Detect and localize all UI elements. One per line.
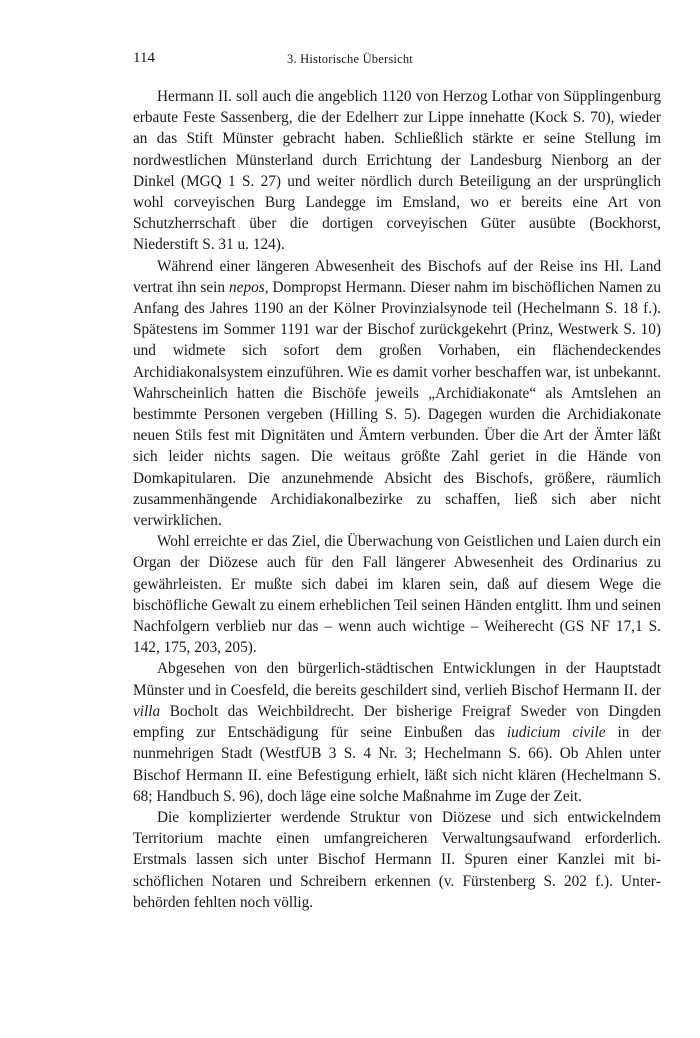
- running-header: 3. Historische Übersicht: [287, 52, 413, 66]
- italic-term: iudicium civile: [506, 724, 606, 742]
- text-run: in der nunmehrigen Stadt (WestfUB 3 S. 4 Nr. 3; Hechelmann S. 66). Ob Ahlen unter Bischof Hermann II. eine Befestigung erhielt, läßt sich nicht klären (Hechelmann S. 68; Handbuch S. 96), doch läge eine solche Maßnahme im Zuge der Zeit.: [133, 724, 661, 805]
- italic-term: nepos,: [229, 278, 269, 296]
- paragraph: [133, 658, 661, 806]
- body-text: [133, 86, 661, 913]
- paragraph: [133, 807, 661, 913]
- italic-term: villa: [133, 702, 161, 720]
- text-run: Dompropst Hermann. Dieser nahm im bischöflichen Namen zu Anfang des Jahres 1190 an der Kölner Provinzialsynode teil (Hechelmann S. 18 f.). Spätestens im Sommer 1191 war der Bischof zurückgekehrt (Prinz, Westwerk S. 10) und widmete sich sofort dem großen Vorhaben, ein flächendeckendes Archidiakonalsystem einzuführen. Wie es damit vorher beschaffen war, ist unbekannt. Wahrscheinlich hatten die Bischöfe jeweils „Archidiakonate“ als Amtslehen an bestimmte Personen vergeben (Hilling S. 5). Dagegen wurden die Archidiakonate neuen Stils fest mit Dignitäten und Ämtern verbunden. Über die Art der Ämter läßt sich leider nichts sagen. Die weitaus größte Zahl geriet in die Hände von Domkapitularen. Die anzunehmende Absicht des Bischofs, größere, räumlich zusammenhängende Archidiakonalbezirke zu schaffen, ließ sich aber nicht verwirklichen.: [133, 278, 661, 530]
- paragraph: [133, 256, 661, 532]
- page-number: 114: [133, 50, 155, 66]
- text-run: Die komplizierter werdende Struktur von Diözese und sich entwickelndem Territorium machte einen umfangreicheren Verwaltungsaufwand erforderlich. Erstmals lassen sich unter Bischof Hermann II. Spuren einer Kanzlei mit bischöflichen Notaren und Schreibern erkennen (v. Fürstenberg S. 202 f.). Unterbehörden fehlten noch völlig.: [133, 808, 661, 911]
- text-run: Während einer längeren Abwesenheit des Bischofs auf der Reise ins Hl. Land vertrat ihn sein: [133, 257, 661, 296]
- text-run: Wohl erreichte er das Ziel, die Überwachung von Geistlichen und Laien durch ein Organ der Diözese auch für den Fall längerer Abwesenheit des Ordinarius zu gewährleisten. Er mußte sich dabei im klaren sein, daß auf diesem Wege die bischöfliche Gewalt zu einem erheblichen Teil seinen Händen entglitt. Ihm und seinen Nachfolgern verblieb nur das – wenn auch wichtige – Weiherecht (GS NF 17,1 S. 142, 175, 203, 205).: [133, 533, 661, 657]
- text-run: Bocholt das Weichbildrecht. Der bisherige Freigraf Sweder von Dingden empfing zur Entschädigung für seine Einbußen das: [133, 702, 661, 742]
- text-run: Abgesehen von den bürgerlich-städtischen Entwicklungen in der Hauptstadt Münster und in Coesfeld, die bereits geschildert sind, verlieh Bischof Hermann II. der: [133, 660, 661, 699]
- paragraph: [133, 531, 661, 658]
- paragraph: [133, 86, 661, 256]
- text-run: Hermann II. soll auch die angeblich 1120 von Herzog Lothar von Süpplingenburg erbaute Feste Sassenberg, die der Edelherr zur Lippe innehatte (Kock S. 70), wieder an das Stift Münster gebracht haben. Schließlich stärkte er seine Stellung im nordwestlichen Münsterland durch Errichtung der Landesburg Nienborg an der Dinkel (MGQ 1 S. 27) und weiter nördlich durch Beteiligung an der ursprünglich wohl corveyischen Burg Landegge im Emsland, wo er bereits eine Art von Schutzherrschaft über die dortigen corveyischen Güter ausübte (Bockhorst, Niederstift S. 31 u. 124).: [133, 88, 661, 254]
